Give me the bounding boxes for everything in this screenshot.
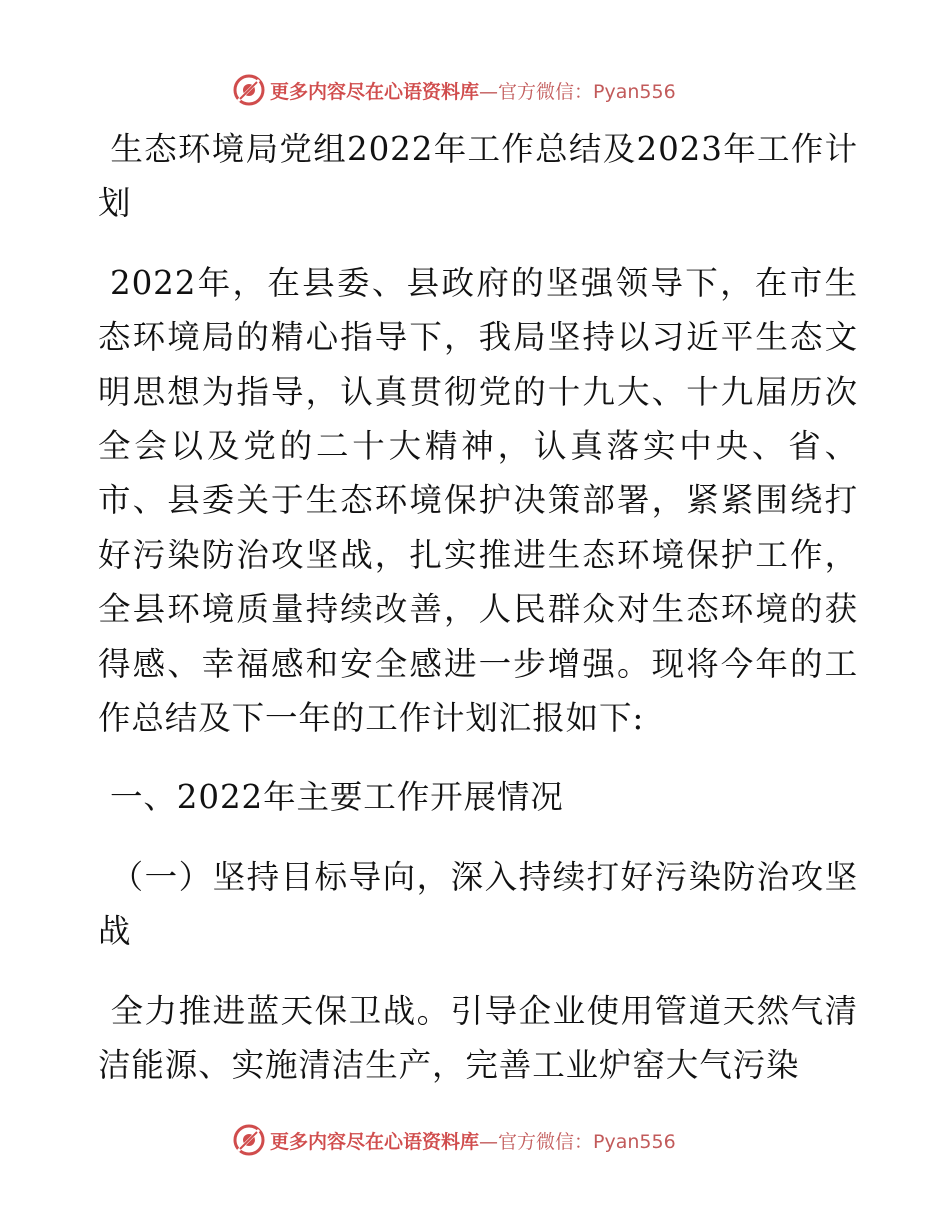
subsection-heading: （一）坚持目标导向，深入持续打好污染防治攻坚战: [98, 857, 858, 951]
watermark-main-text: 更多内容尽在心语资料库: [270, 80, 480, 103]
watermark-contact-text: —官方微信：Pyan556: [479, 1130, 676, 1153]
document-body: [98, 122, 858, 1118]
intro-paragraph: 2022年，在县委、县政府的坚强领导下，在市生态环境局的精心指导下，我局坚持以习近平生态文明思想为指导，认真贯彻党的十九大、十九届历次全会以及党的二十大精神，认真落实中央、省、市、县委关于生态环境保护决策部署，紧紧围绕打好污染防治攻坚战，扎实推进生态环境保护工作，全县环境质量持续改善，人民群众对生态环境的获得感、幸福感和安全感进一步增强。现将今年的工作总结及下一年的工作计划汇报如下:: [98, 263, 858, 738]
watermark-contact-text: —官方微信：Pyan556: [479, 80, 676, 103]
logo-icon: [232, 1123, 266, 1157]
section-heading: 一、2022年主要工作开展情况: [110, 778, 564, 817]
document-title: 生态环境局党组2022年工作总结及2023年工作计划: [98, 130, 858, 223]
header-watermark: [232, 72, 752, 108]
body-paragraph: 全力推进蓝天保卫战。引导企业使用管道天然气清洁能源、实施清洁生产，完善工业炉窑大气污染: [98, 991, 858, 1085]
footer-watermark: [232, 1122, 752, 1158]
watermark-main-text: 更多内容尽在心语资料库: [270, 1130, 480, 1153]
logo-icon: [232, 73, 266, 107]
